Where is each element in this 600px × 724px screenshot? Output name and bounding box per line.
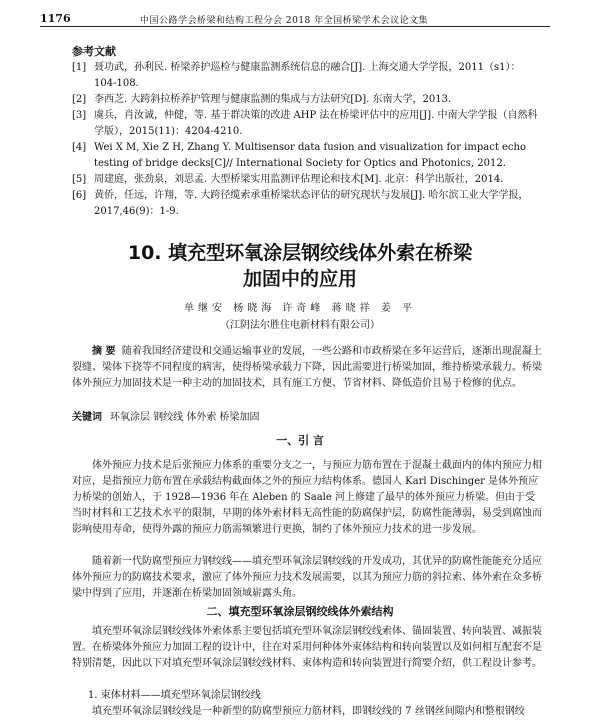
body-paragraph: 体外预应力技术是后张预应力体系的重要分支之一，与预应力筋布置在于混凝土截面内的体内预应力相对应，是指预应力筋布置在承载结构截面体之外的预应力结构体系。德国人 Karl Dischinger 是体外预应力桥梁的创始人，于 1928—1936 年在 Aleben 的 Saale 河上修建了最早的体外预应力桥梁。但由于受当时材料和工艺技术水平的限制，早期的体外索材料无高性能的防腐保护层，防腐性能薄弱，易受到腐蚀而影响使用寿命，使得外露的预应力筋需频繁进行更换，制约了体外预应力技术的进一步发展。 xyxy=(72,460,542,535)
references-list xyxy=(72,60,542,220)
authors: 单继安 杨晓海 许奇峰 蒋晓祥 姜 平 xyxy=(184,303,416,314)
reference-number: [4] xyxy=(72,142,87,153)
reference-number: [3] xyxy=(72,110,87,121)
subsection-heading: 1. 束体材料——填充型环氧涂层钢绞线 xyxy=(88,690,261,701)
abstract-label: 摘 要 xyxy=(92,346,116,357)
reference-item xyxy=(72,188,542,220)
body-paragraph: 填充型环氧涂层钢绞线体外索体系主要包括填充型环氧涂层钢绞线索体、锚固装置、转向装置、减振装置。在桥梁体外预应力加固工程的设计中，往在对采用何种体外束体结构和转向装置以及如何相互配套不是特别清楚，因此以下对填充型环氧涂层钢绞线材料、束体构造和转向装置进行简要介绍，供工程设计参考。 xyxy=(72,626,542,669)
reference-text: 李西芝. 大跨斜拉桥养护管理与健康监测的集成与方法研究[D]. 东南大学，2013. xyxy=(94,94,452,105)
reference-number: [1] xyxy=(72,62,87,73)
reference-item xyxy=(72,108,542,140)
reference-text: 虞兵，肖汝诚，仲健，等. 基于群决策的改进 AHP 法在桥梁评估中的应用[J]. 中南大学学报（自然科学版），2015(11)：4204-4210. xyxy=(94,110,538,137)
article-title-line-1: 10. 填充型环氧涂层钢绞线体外索在桥梁 xyxy=(127,242,473,264)
body-paragraph: 随着新一代防腐型预应力钢绞线——填充型环氧涂层钢绞线的开发成功，其优异的防腐性能能充分适应体外预应力的防腐技术要求，激应了体外预应力技术发展需要，以其为预应力筋的斜拉索、体外索在众多桥梁中得到了应用，并逐渐在桥梁加固领域崭露头角。 xyxy=(72,556,542,599)
section-heading-introduction: 一、引 言 xyxy=(276,434,324,447)
keywords xyxy=(72,408,542,423)
abstract-text: 随着我国经济建设和交通运输事业的发展，一些公路和市政桥梁在多年运营后，逐渐出现混凝土裂缝、梁体下挠等不同程度的病害，使得桥梁承载力下降，因此需要进行桥梁加固，维持桥梁承载力。桥梁体外预应力加固技术是一种主动的加固技术，具有施工方便、节省材料、降低造价且易于检修的优点。 xyxy=(72,346,542,389)
section-heading-structure: 二、填充型环氧涂层钢绞线体外索结构 xyxy=(206,605,394,618)
reference-number: [6] xyxy=(72,190,87,201)
reference-item xyxy=(72,92,542,108)
references-heading: 参考文献 xyxy=(72,45,116,58)
reference-text: 黄侨，任远，许翔，等. 大跨径缆索承重桥梁状态评估的研究现状与发展[J]. 哈尔滨工业大学学报，2017,46(9)：1-9. xyxy=(94,190,529,217)
reference-item xyxy=(72,60,542,92)
reference-text: 周建庭，张劲泉，刘思孟. 大型桥梁实用监测评估理论和技术[M]. 北京：科学出版社，2014. xyxy=(94,174,504,185)
reference-number: [2] xyxy=(72,94,87,105)
reference-item xyxy=(72,172,542,188)
reference-text: 聂功武，孙利民. 桥梁养护巡检与健康监测系统信息的融合[J]. 上海交通大学学报，2011（s1）：104-108. xyxy=(94,62,521,89)
abstract xyxy=(72,344,542,392)
running-header xyxy=(40,12,550,27)
article-title-line-2: 加固中的应用 xyxy=(242,268,357,290)
affiliation: （江阴法尔胜住电新材料有限公司） xyxy=(220,320,380,331)
journal-title: 中国公路学会桥梁和结构工程分会 2018 年全国桥梁学术会议论文集 xyxy=(140,16,429,26)
reference-number: [5] xyxy=(72,174,87,185)
page-number: 1176 xyxy=(40,12,71,25)
reference-item xyxy=(72,140,542,172)
reference-text: Wei X M, Xie Z H, Zhang Y. Multisensor data fusion and visualization for impact echo testing of bridge decks[C]// International Society for Optics and Photonics, 2012. xyxy=(94,142,526,169)
body-paragraph: 填充型环氧涂层钢绞线是一种新型的防腐型预应力筋材料，即钢绞线的 7 丝钢丝间隙内和整根钢绞 xyxy=(92,706,525,717)
article-title xyxy=(60,240,540,292)
keywords-text: 环氧涂层 钢绞线 体外索 桥梁加固 xyxy=(110,412,260,423)
keywords-label: 关键词 xyxy=(72,412,102,423)
